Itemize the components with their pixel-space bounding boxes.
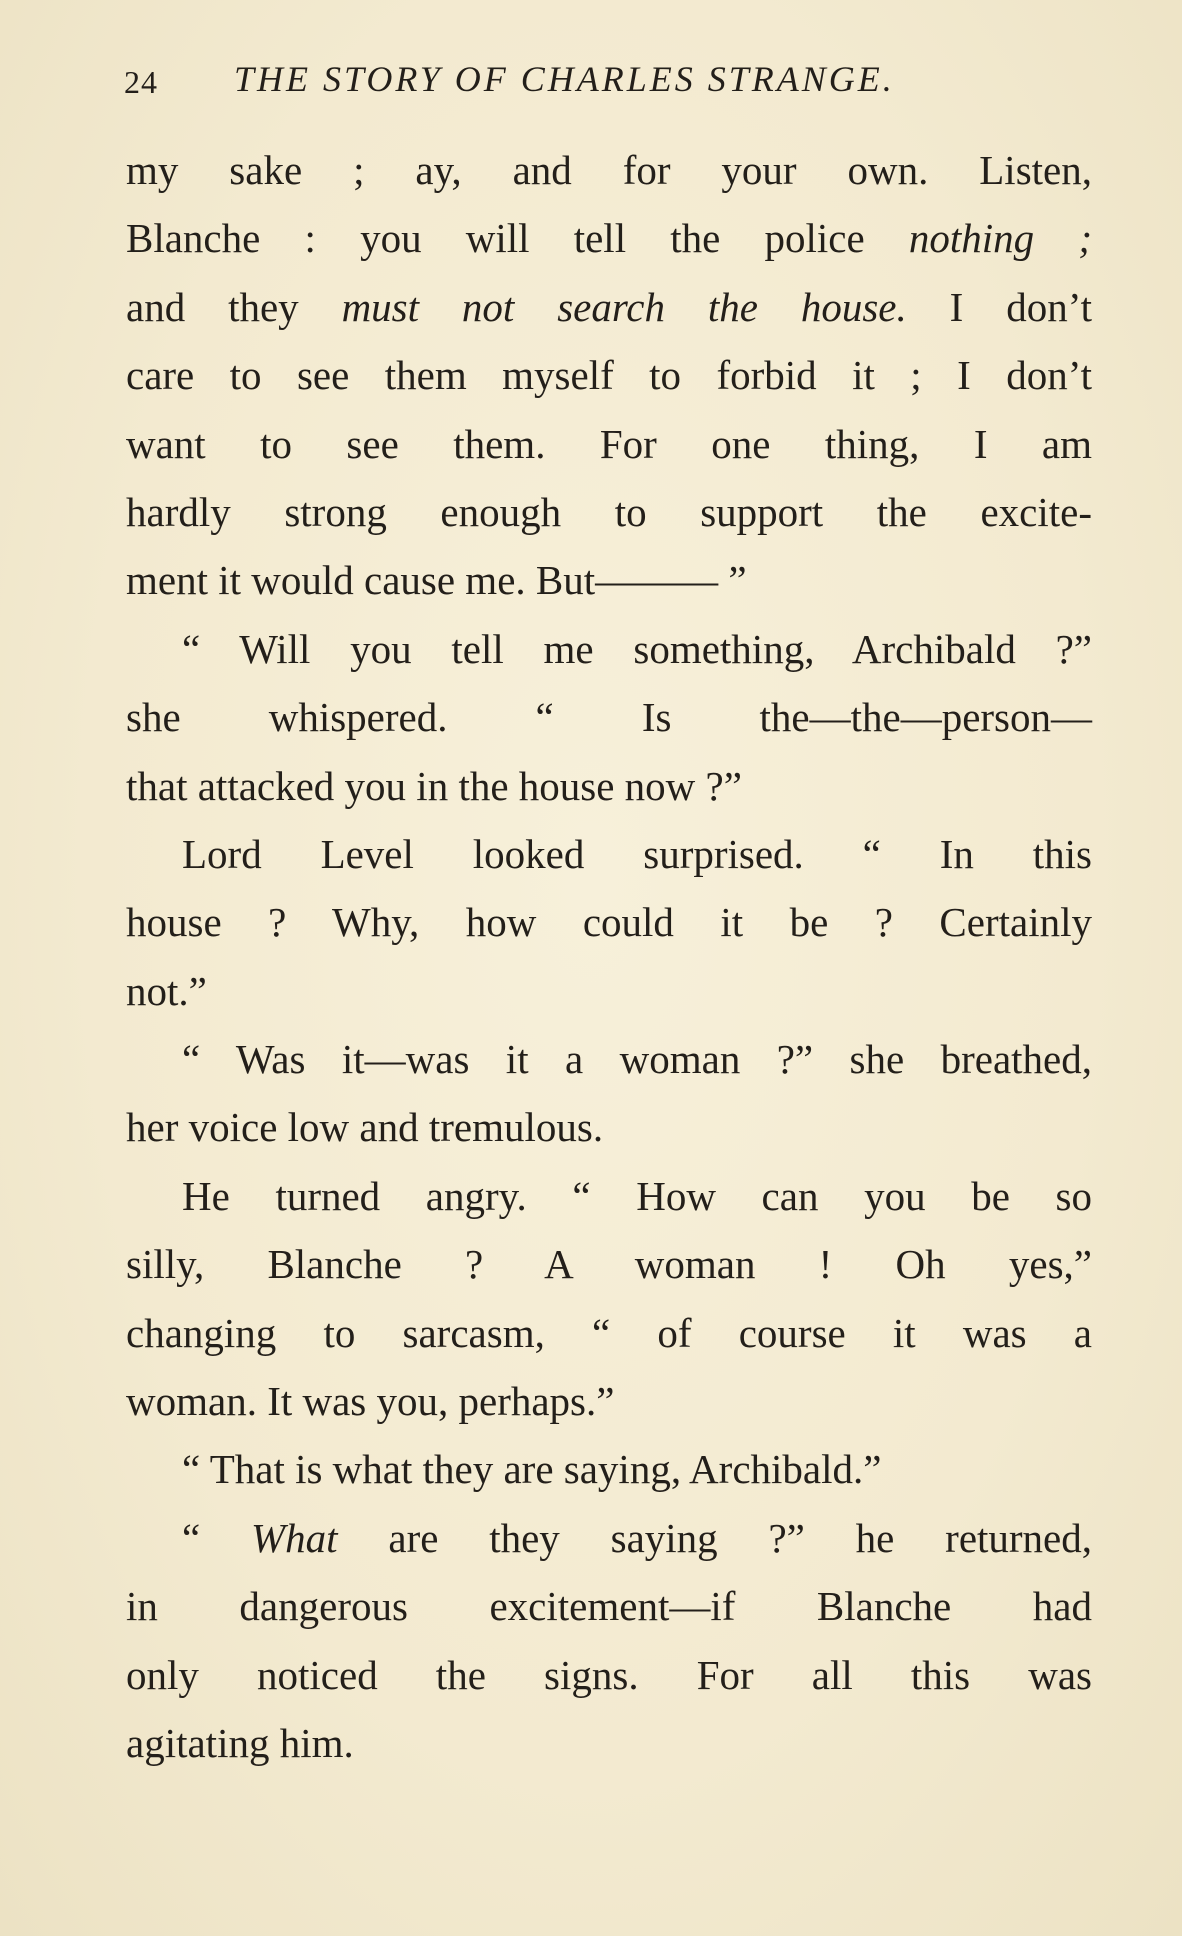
text-segment: my sake ; ay, and for your own. Listen, xyxy=(126,147,1092,193)
text-segment: changing to sarcasm, “ of course it was a xyxy=(126,1309,1092,1356)
text-segment: Blanche : you will tell the police xyxy=(126,215,909,262)
text-segment: her voice low and tremulous. xyxy=(126,1104,604,1151)
text-line xyxy=(126,1025,1092,1093)
text-segment: agitating him. xyxy=(126,1719,354,1766)
text-segment: not.” xyxy=(126,967,207,1014)
italic-text: must not search the house. xyxy=(341,283,907,330)
text-line xyxy=(126,615,1092,683)
text-line xyxy=(126,752,1092,820)
text-line xyxy=(126,1230,1092,1298)
text-line xyxy=(126,1367,1092,1435)
text-line xyxy=(126,820,1092,888)
text-line xyxy=(126,136,1092,204)
text-line xyxy=(126,1162,1092,1230)
page-header xyxy=(124,58,1044,108)
body-text xyxy=(126,136,1092,1777)
text-segment: and they xyxy=(126,283,342,330)
text-segment: house ? Why, how could it be ? Certainly xyxy=(126,899,1092,946)
text-segment: that attacked you in the house now ?” xyxy=(126,762,742,809)
running-head: THE STORY OF CHARLES STRANGE. xyxy=(234,59,895,99)
text-line xyxy=(126,1299,1092,1367)
text-segment: hardly strong enough to support the excite- xyxy=(126,488,1092,535)
text-line xyxy=(126,683,1092,751)
text-segment: only noticed the signs. For all this was xyxy=(126,1651,1092,1698)
text-line xyxy=(126,1572,1092,1640)
text-line xyxy=(126,341,1092,409)
text-segment: I don’t xyxy=(906,283,1092,330)
text-line xyxy=(126,204,1092,272)
text-segment: are they saying ?” he returned, xyxy=(337,1514,1093,1561)
text-segment: ment it would cause me. But——— ” xyxy=(126,557,747,604)
text-line xyxy=(126,1504,1092,1572)
text-segment: she whispered. “ Is the—the—person— xyxy=(126,694,1092,741)
text-line xyxy=(126,410,1092,478)
text-line xyxy=(126,273,1092,341)
italic-text: What xyxy=(251,1514,338,1561)
text-line xyxy=(126,888,1092,956)
text-line xyxy=(126,478,1092,546)
text-segment: “ Was it—was it a woman ?” she breathed, xyxy=(182,1036,1092,1083)
italic-text: nothing ; xyxy=(908,215,1092,262)
text-line xyxy=(126,1093,1092,1161)
text-line xyxy=(126,1709,1092,1777)
text-segment: “ xyxy=(182,1514,252,1561)
text-segment: silly, Blanche ? A woman ! Oh yes,” xyxy=(126,1241,1092,1288)
text-segment: in dangerous excitement—if Blanche had xyxy=(126,1583,1092,1630)
text-segment: “ That is what they are saying, Archibald.” xyxy=(182,1446,882,1493)
text-segment: “ Will you tell me something, Archibald ?” xyxy=(182,625,1092,672)
text-segment: want to see them. For one thing, I am xyxy=(126,420,1092,467)
text-line xyxy=(126,957,1092,1025)
text-segment: care to see them myself to forbid it ; I don’t xyxy=(126,352,1092,399)
text-segment: woman. It was you, perhaps.” xyxy=(126,1378,615,1425)
text-segment: Lord Level looked surprised. “ In this xyxy=(182,830,1092,877)
text-line xyxy=(126,1641,1092,1709)
text-line xyxy=(126,1435,1092,1503)
page-number: 24 xyxy=(124,64,158,100)
text-segment: He turned angry. “ How can you be so xyxy=(182,1172,1092,1219)
text-line xyxy=(126,546,1092,614)
